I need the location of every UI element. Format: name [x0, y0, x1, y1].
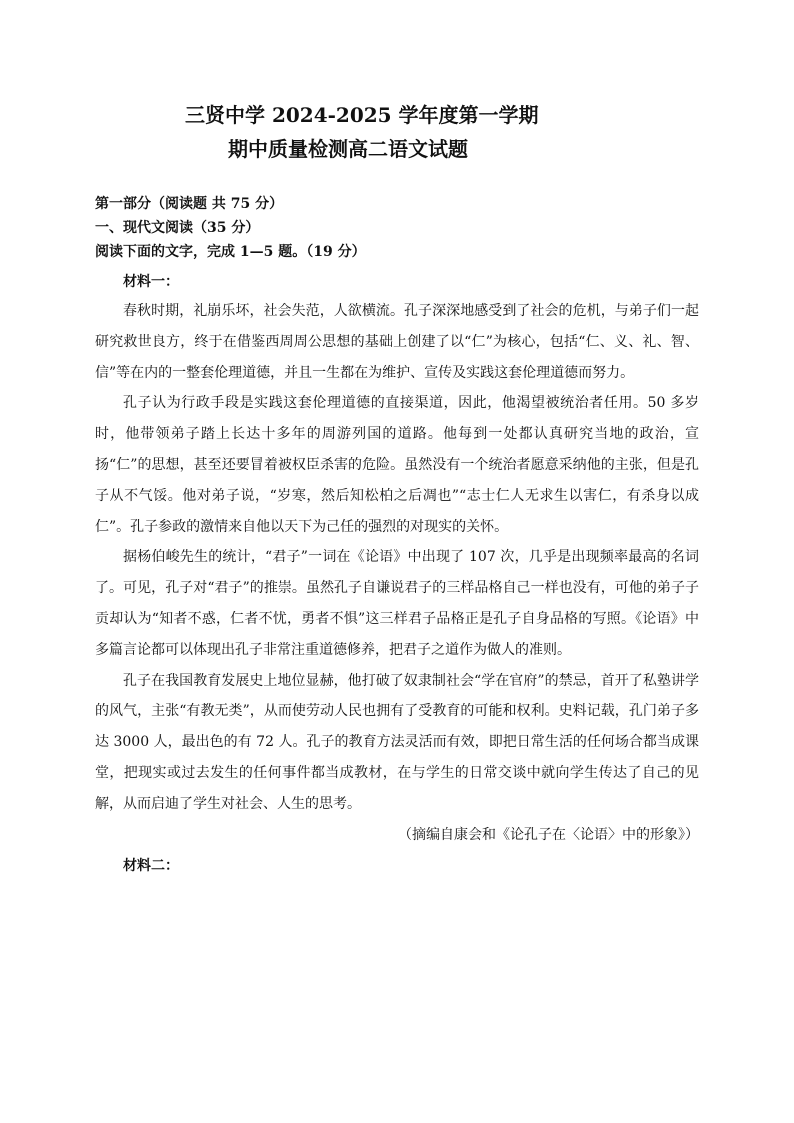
material-one-paragraph-1: 春秋时期，礼崩乐坏，社会失范，人欲横流。孔子深深地感受到了社会的危机，与弟子们一起研究救世良方，终于在借鉴西周周公思想的基础上创建了以“仁”为核心，包括“仁、义、礼、智、信”等在内的一整套伦理道德，并且一生都在为维护、宣传及实践这套伦理道德而努力。: [95, 303, 699, 381]
reading-instruction: 阅读下面的文字，完成 1—5 题。（19 分）: [95, 244, 366, 260]
exam-title-line2: 期中质量检测高二语文试题: [228, 137, 468, 161]
part-one-heading: 第一部分（阅读题 共 75 分）: [95, 196, 284, 212]
material-one-paragraph-2: 孔子认为行政手段是实践这套伦理道德的直接渠道，因此，他渴望被统治者任用。50 多岁时，他带领弟子踏上长达十多年的周游列国的道路。他每到一处都认真研究当地的政治，宣扬“仁”的思想，甚至还要冒着被权臣杀害的危险。虽然没有一个统治者愿意采纳他的主张，但是孔子从不气馁。他对弟子说，“岁寒，然后知松柏之后凋也”“志士仁人无求生以害仁，有杀身以成仁”。孔子参政的激情来自他以天下为己任的强烈的对现实的关怀。: [95, 395, 699, 535]
material-one-source: （摘编自康会和《论孔子在〈论语〉中的形象》）: [398, 826, 699, 843]
material-two-label: 材料二：: [123, 857, 179, 874]
exam-title-line1: 三贤中学 2024-2025 学年度第一学期: [185, 103, 539, 127]
modern-reading-heading: 一、现代文阅读（35 分）: [95, 220, 260, 236]
material-one-paragraph-4: 孔子在我国教育发展史上地位显赫，他打破了奴隶制社会“学在官府”的禁忌，首开了私塾讲学的风气，主张“有教无类”，从而使劳动人民也拥有了受教育的可能和权利。史料记载，孔门弟子多达 3000 人，最出色的有 72 人。孔子的教育方法灵活而有效，即把日常生活的任何场合都当成课堂，把现实或过去发生的任何事件都当成教材，在与学生的日常交谈中就向学生传达了自己的见解，从而启迪了学生对社会、人生的思考。: [95, 672, 699, 812]
material-one-paragraph-3: 据杨伯峻先生的统计，“君子”一词在《论语》中出现了 107 次，几乎是出现频率最高的名词了。可见，孔子对“君子”的推崇。虽然孔子自谦说君子的三样品格自己一样也没有，可他的弟子子贡却认为“知者不惑，仁者不忧，勇者不惧”这三样君子品格正是孔子自身品格的写照。《论语》中多篇言论都可以体现出孔子非常注重道德修养，把君子之道作为做人的准则。: [95, 549, 699, 658]
material-one-label: 材料一：: [123, 274, 179, 290]
